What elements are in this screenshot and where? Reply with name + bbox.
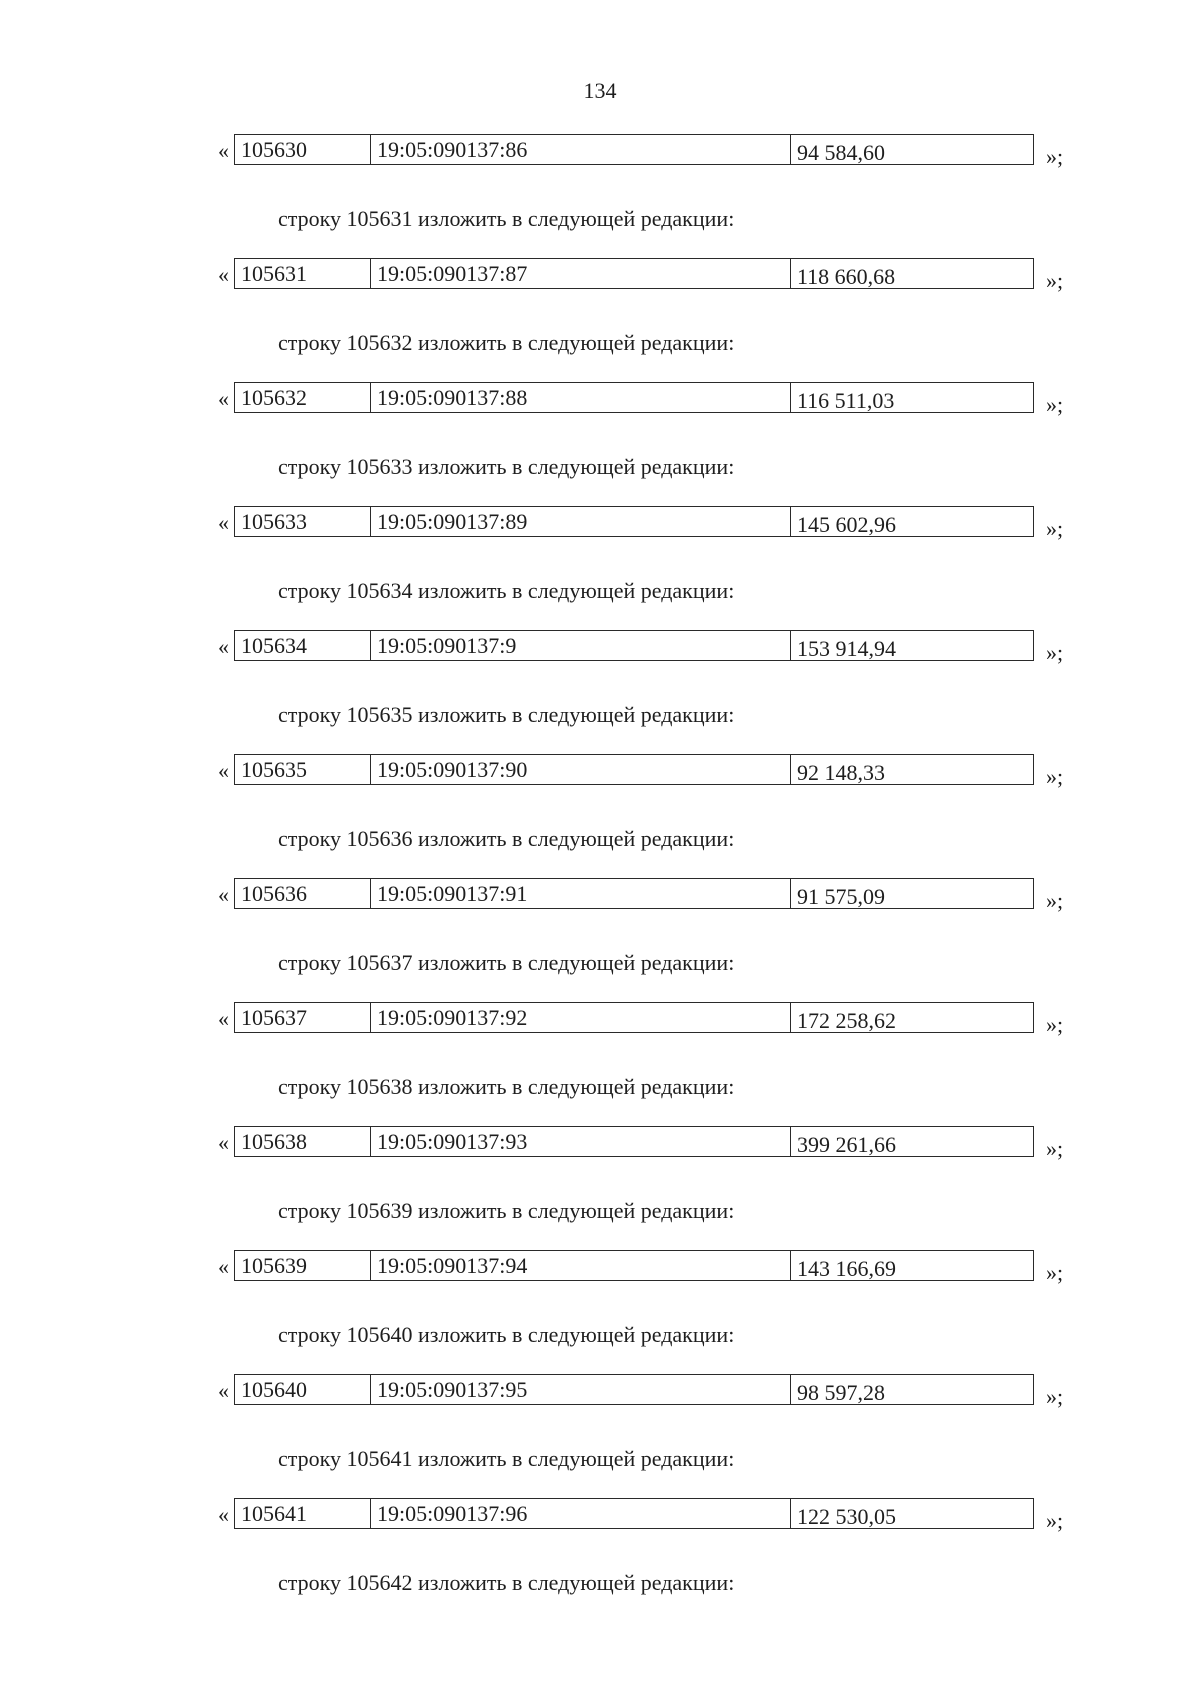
cadastral-number-cell: 19:05:090137:95 [371,1375,791,1404]
row-table [234,1126,1034,1157]
closing-quote: »; [1046,268,1064,293]
closing-quote: »; [1046,144,1064,169]
instruction-text: строку 105635 изложить в следующей редакции: [278,702,735,727]
cadastral-value-cell: 145 602,96 [797,512,896,536]
amendment-block [0,1250,1200,1374]
amendment-block [0,1002,1200,1126]
instruction-text: строку 105634 изложить в следующей редакции: [278,578,735,603]
instruction-text: строку 105633 изложить в следующей редакции: [278,454,735,479]
row-number-cell: 105632 [235,383,371,412]
table-row [218,382,1066,415]
table-row [218,630,1066,663]
row-number-cell: 105638 [235,1127,371,1156]
row-number-cell: 105639 [235,1251,371,1280]
page-number: 134 [583,78,617,103]
table-row [218,1498,1066,1531]
instruction-text: строку 105638 изложить в следующей редакции: [278,1074,735,1099]
row-table [234,754,1034,785]
row-number-cell: 105636 [235,879,371,908]
amendment-block [0,1126,1200,1250]
row-number-cell: 105635 [235,755,371,784]
cadastral-value-cell: 172 258,62 [797,1008,896,1032]
table-row [218,1250,1066,1283]
row-number-cell: 105637 [235,1003,371,1032]
instruction-text: строку 105642 изложить в следующей редакции: [278,1570,735,1595]
cadastral-number-cell: 19:05:090137:89 [371,507,791,536]
amendment-block [0,1374,1200,1498]
row-number-cell: 105631 [235,259,371,288]
table-row [218,506,1066,539]
closing-quote: »; [1046,1012,1064,1037]
amendment-block [0,506,1200,630]
cadastral-number-cell: 19:05:090137:94 [371,1251,791,1280]
amendment-block [0,630,1200,754]
closing-quote: »; [1046,640,1064,665]
cadastral-value-cell: 143 166,69 [797,1256,896,1280]
table-row [218,754,1066,787]
row-number-cell: 105630 [235,135,371,164]
cadastral-number-cell: 19:05:090137:88 [371,383,791,412]
cadastral-value-cell: 92 148,33 [797,760,885,784]
row-number-cell: 105633 [235,507,371,536]
closing-quote: »; [1046,1508,1064,1533]
opening-quote: « [218,138,229,163]
row-table [234,382,1034,413]
closing-quote: »; [1046,1384,1064,1409]
cadastral-value-cell: 399 261,66 [797,1132,896,1156]
row-table [234,1250,1034,1281]
amendment-block [0,1498,1200,1622]
closing-quote: »; [1046,516,1064,541]
amendment-block [0,258,1200,382]
row-number-cell: 105640 [235,1375,371,1404]
amendment-block [0,134,1200,258]
cadastral-number-cell: 19:05:090137:92 [371,1003,791,1032]
cadastral-value-cell: 118 660,68 [797,264,896,288]
row-table [234,506,1034,537]
cadastral-value-cell: 122 530,05 [797,1504,896,1528]
table-row [218,878,1066,911]
instruction-text: строку 105631 изложить в следующей редакции: [278,206,735,231]
instruction-text: строку 105639 изложить в следующей редакции: [278,1198,735,1223]
cadastral-number-cell: 19:05:090137:90 [371,755,791,784]
closing-quote: »; [1046,1136,1064,1161]
cadastral-number-cell: 19:05:090137:91 [371,879,791,908]
cadastral-number-cell: 19:05:090137:96 [371,1499,791,1528]
amendment-block [0,754,1200,878]
instruction-text: строку 105640 изложить в следующей редакции: [278,1322,735,1347]
row-table [234,878,1034,909]
table-row [218,1374,1066,1407]
table-row [218,134,1066,167]
opening-quote: « [218,262,229,287]
closing-quote: »; [1046,392,1064,417]
cadastral-value-cell: 116 511,03 [797,388,895,412]
cadastral-number-cell: 19:05:090137:86 [371,135,791,164]
opening-quote: « [218,882,229,907]
cadastral-value-cell: 98 597,28 [797,1380,885,1404]
row-table [234,1498,1034,1529]
amendment-block [0,878,1200,1002]
cadastral-value-cell: 94 584,60 [797,140,885,164]
instruction-text: строку 105636 изложить в следующей редакции: [278,826,735,851]
instruction-text: строку 105637 изложить в следующей редакции: [278,950,735,975]
row-number-cell: 105641 [235,1499,371,1528]
opening-quote: « [218,758,229,783]
closing-quote: »; [1046,764,1064,789]
opening-quote: « [218,1130,229,1155]
row-table [234,1002,1034,1033]
cadastral-value-cell: 153 914,94 [797,636,896,660]
row-table [234,1374,1034,1405]
row-table [234,258,1034,289]
opening-quote: « [218,1254,229,1279]
opening-quote: « [218,1006,229,1031]
opening-quote: « [218,1378,229,1403]
opening-quote: « [218,1502,229,1527]
table-row [218,1126,1066,1159]
row-table [234,630,1034,661]
table-row [218,258,1066,291]
instruction-text: строку 105632 изложить в следующей редакции: [278,330,735,355]
instruction-text: строку 105641 изложить в следующей редакции: [278,1446,735,1471]
cadastral-number-cell: 19:05:090137:87 [371,259,791,288]
opening-quote: « [218,510,229,535]
opening-quote: « [218,386,229,411]
table-row [218,1002,1066,1035]
row-table [234,134,1034,165]
closing-quote: »; [1046,888,1064,913]
cadastral-value-cell: 91 575,09 [797,884,885,908]
cadastral-number-cell: 19:05:090137:93 [371,1127,791,1156]
amendment-block [0,382,1200,506]
row-number-cell: 105634 [235,631,371,660]
cadastral-number-cell: 19:05:090137:9 [371,631,791,660]
opening-quote: « [218,634,229,659]
closing-quote: »; [1046,1260,1064,1285]
